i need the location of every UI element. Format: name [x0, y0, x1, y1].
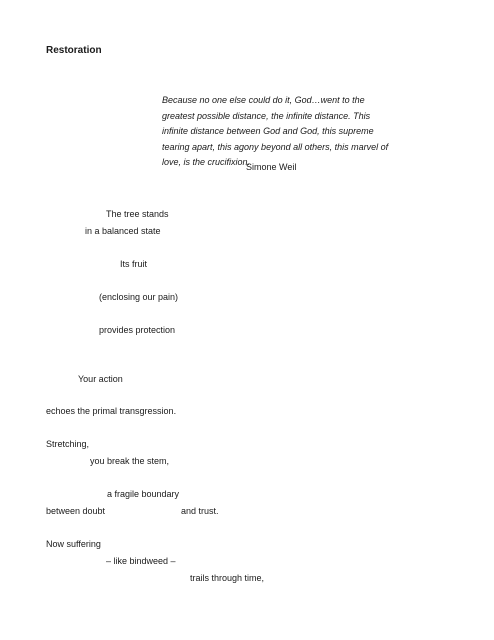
poem-line: and trust.	[181, 506, 219, 516]
poem-line: The tree stands	[106, 209, 169, 219]
epigraph-line: greatest possible distance, the infinite distance. This	[162, 110, 371, 121]
epigraph-line: tearing apart, this agony beyond all others, this marvel of	[162, 141, 389, 152]
poem-title: Restoration	[46, 45, 102, 56]
poem-line: trails through time,	[190, 573, 265, 583]
poem-line: echoes the primal transgression.	[46, 406, 177, 416]
poem-line: Your action	[78, 374, 123, 384]
epigraph-line: Because no one else could do it, God…went to the	[162, 95, 365, 105]
poem-line: (enclosing our pain)	[99, 292, 179, 302]
epigraph-attribution: Simone Weil	[246, 162, 297, 172]
poem-line: Its fruit	[120, 259, 148, 269]
epigraph-line: infinite distance between God and God, this supreme	[162, 126, 374, 136]
poem-line: – like bindweed –	[106, 556, 176, 566]
poem-line: in a balanced state	[85, 226, 161, 236]
epigraph	[162, 93, 402, 171]
poem-line: a fragile boundary	[107, 489, 180, 499]
poem-line: Now suffering	[46, 539, 101, 549]
poem-line: between doubt	[46, 506, 106, 516]
epigraph-line: love, is the crucifixion.	[162, 157, 251, 167]
poem-line: Stretching,	[46, 439, 90, 449]
poem-line: provides protection	[99, 325, 176, 335]
poem-line: you break the stem,	[90, 456, 170, 466]
